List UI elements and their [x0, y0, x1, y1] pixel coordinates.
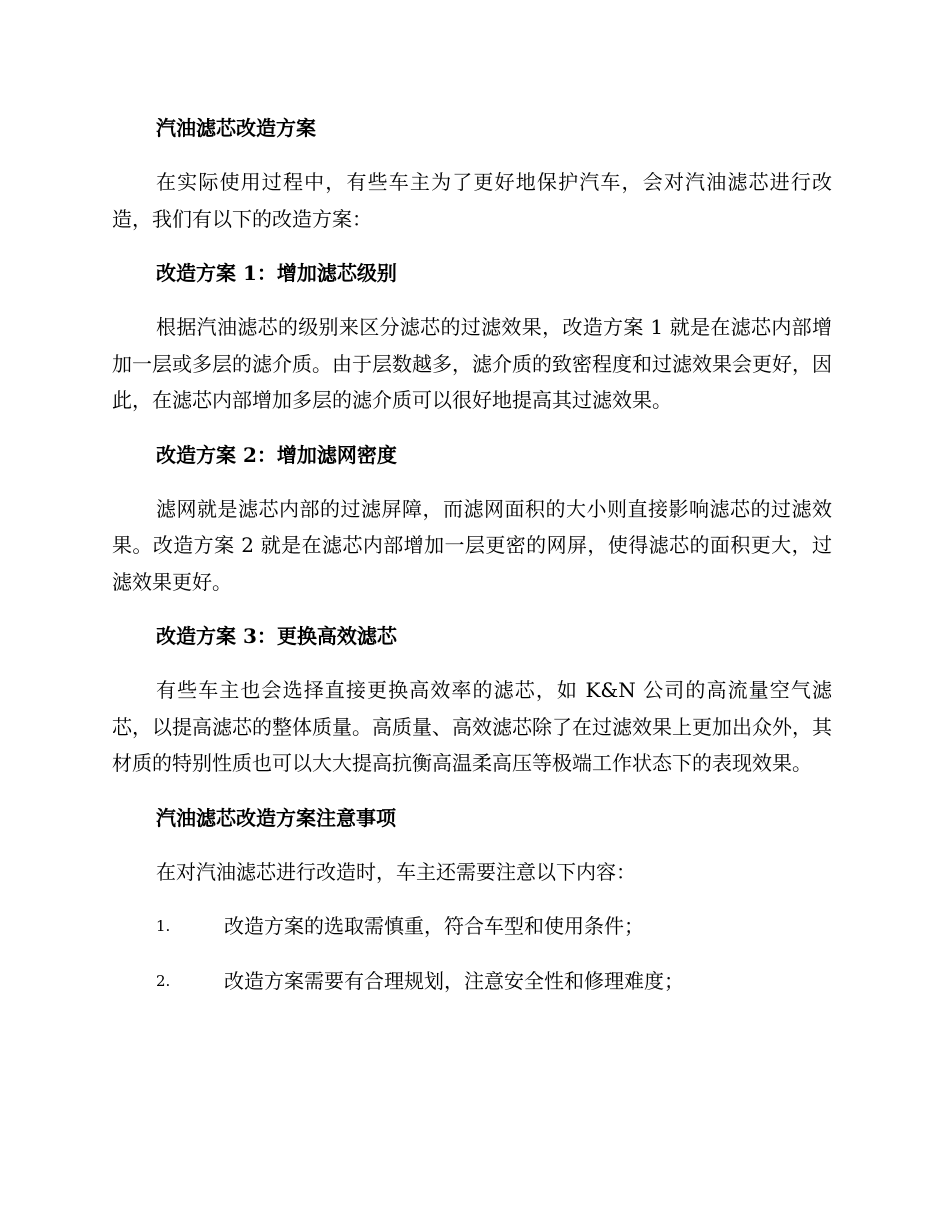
list-text: 改造方案的选取需慎重，符合车型和使用条件；: [224, 913, 644, 938]
list-number: 1.: [156, 916, 171, 935]
section-2-body: 滤网就是滤芯内部的过滤屏障，而滤网面积的大小则直接影响滤芯的过滤效果。改造方案 2 就是在滤芯内部增加一层更密的网屏，使得滤芯的面积更大，过滤效果更好。: [112, 496, 832, 594]
section-3-heading: 改造方案 3：更换高效滤芯: [156, 624, 397, 648]
notes-intro: 在对汽油滤芯进行改造时，车主还需要注意以下内容：: [156, 859, 636, 884]
notes-heading: 汽油滤芯改造方案注意事项: [156, 805, 396, 830]
document-title: 汽油滤芯改造方案: [156, 116, 316, 140]
list-item: [112, 963, 832, 999]
section-3-body: 有些车主也会选择直接更换高效率的滤芯，如 K&N 公司的高流量空气滤芯，以提高滤芯的整体质量。高质量、高效滤芯除了在过滤效果上更加出众外，其材质的特别性质也可以大大提高抗衡高温柔高压等极端工作状态下的表现效果。: [112, 678, 832, 775]
document-page: [112, 110, 832, 1018]
list-number: 2.: [156, 971, 171, 990]
list-item: [112, 908, 832, 944]
list-text: 改造方案需要有合理规划，注意安全性和修理难度；: [224, 968, 684, 993]
section-1-heading: 改造方案 1：增加滤芯级别: [156, 261, 397, 285]
section-2-heading: 改造方案 2：增加滤网密度: [156, 442, 397, 467]
intro-paragraph: 在实际使用过程中，有些车主为了更好地保护汽车，会对汽油滤芯进行改造，我们有以下的改造方案：: [112, 170, 832, 231]
section-1-body: 根据汽油滤芯的级别来区分滤芯的过滤效果，改造方案 1 就是在滤芯内部增加一层或多层的滤介质。由于层数越多，滤介质的致密程度和过滤效果会更好，因此，在滤芯内部增加多层的滤介质可以很好地提高其过滤效果。: [112, 315, 832, 412]
